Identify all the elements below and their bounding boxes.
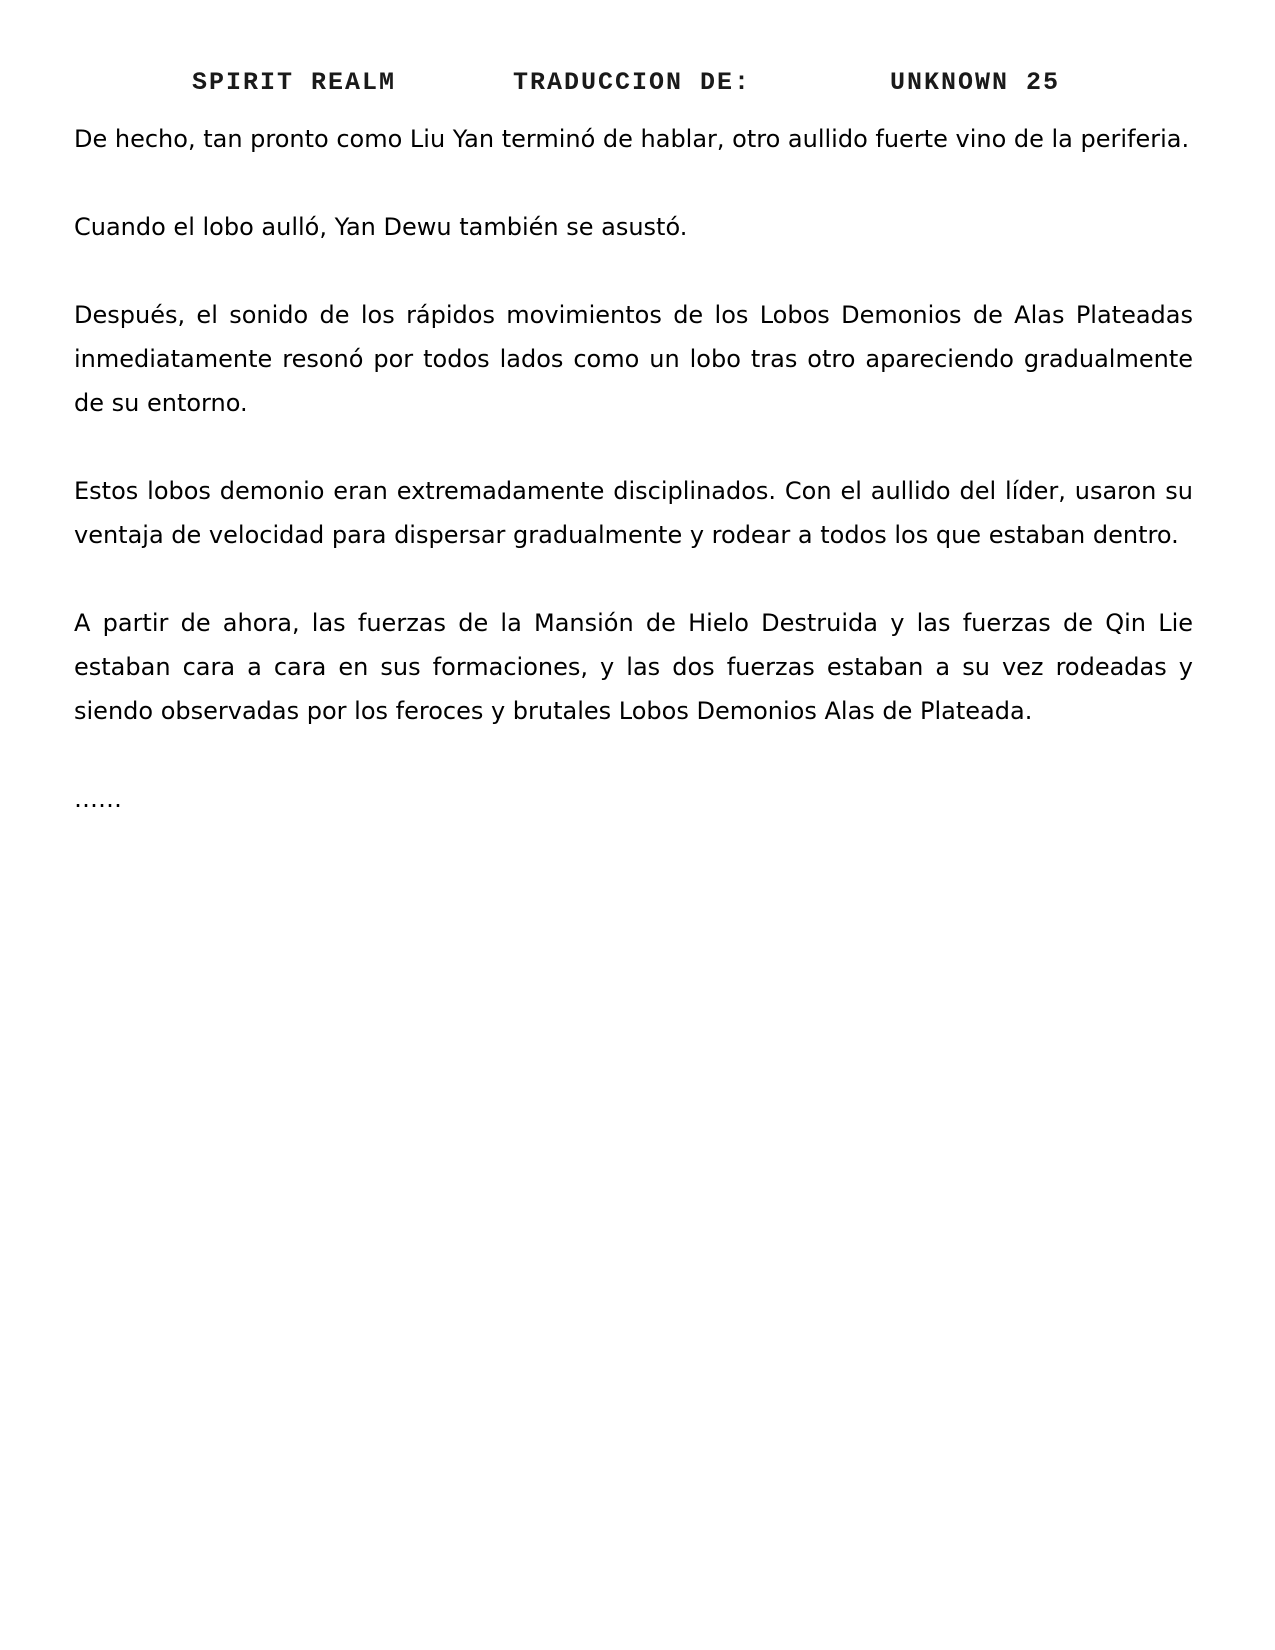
paragraph: A partir de ahora, las fuerzas de la Mansión de Hielo Destruida y las fuerzas de Qin Lie estaban cara a cara en sus formaciones, y las dos fuerzas estaban a su vez rodeadas y siendo observadas por los feroces y brutales Lobos Demonios Alas de Plateada. bbox=[74, 609, 1193, 725]
paragraph: Cuando el lobo aulló, Yan Dewu también se asustó. bbox=[74, 213, 688, 241]
page-header bbox=[0, 68, 1275, 108]
document-body bbox=[74, 117, 1193, 865]
ellipsis-separator: …… bbox=[74, 785, 122, 813]
paragraph: Después, el sonido de los rápidos movimientos de los Lobos Demonios de Alas Plateadas inmediatamente resonó por todos lados como un lobo tras otro apareciendo gradualmente de su entorno. bbox=[74, 301, 1193, 417]
header-translation-label: TRADUCCION DE: bbox=[513, 68, 752, 97]
header-translator: UNKNOWN 25 bbox=[890, 68, 1061, 97]
paragraph: Estos lobos demonio eran extremadamente disciplinados. Con el aullido del líder, usaron su ventaja de velocidad para dispersar gradualmente y rodear a todos los que estaban dentro. bbox=[74, 477, 1193, 549]
header-title: SPIRIT REALM bbox=[192, 68, 397, 97]
paragraph: De hecho, tan pronto como Liu Yan terminó de hablar, otro aullido fuerte vino de la periferia. bbox=[74, 125, 1190, 153]
